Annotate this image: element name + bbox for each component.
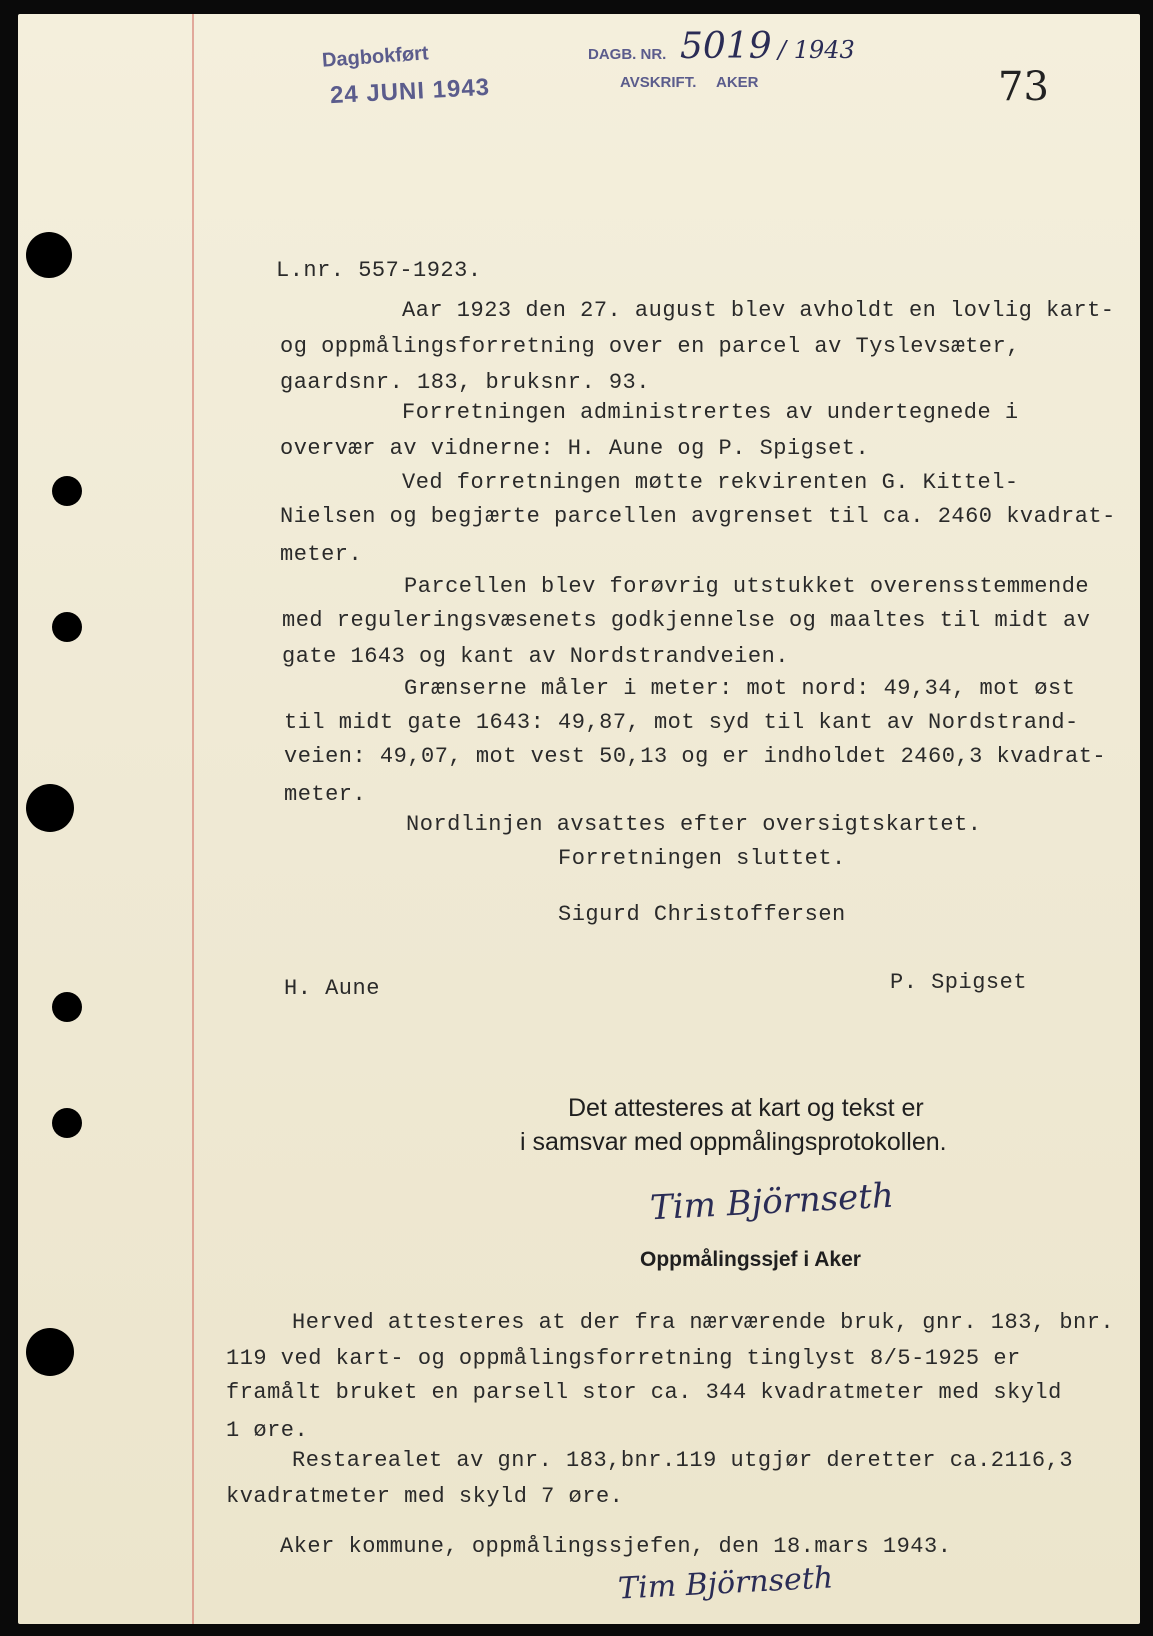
body-line: gate 1643 og kant av Nordstrandveien.: [282, 644, 789, 669]
body-line: Forretningen sluttet.: [558, 846, 846, 871]
punch-hole: [52, 476, 82, 506]
page-number: 73: [998, 64, 1049, 110]
dagb-year: / 1943: [778, 36, 855, 64]
avskrift-place: AKER: [716, 74, 759, 91]
lnr-line: L.nr. 557-1923.: [276, 258, 482, 283]
attestation-line1: Det attesteres at kart og tekst er: [568, 1094, 924, 1122]
dagb-label: DAGB. NR.: [588, 46, 667, 63]
footer-signature: Tim Björnseth: [617, 1560, 834, 1607]
footer-line: 1 øre.: [226, 1418, 309, 1443]
attestation-signature: Tim Björnseth: [649, 1175, 895, 1229]
stamp-date: 24 JUNI 1943: [329, 73, 491, 110]
body-line: med reguleringsvæsenets godkjennelse og maaltes til midt av: [282, 608, 1091, 633]
body-line: og oppmålingsforretning over en parcel av Tyslevsæter,: [280, 334, 1020, 359]
body-line: veien: 49,07, mot vest 50,13 og er indholdet 2460,3 kvadrat-: [284, 744, 1107, 769]
attestation-title: Oppmålingssjef i Aker: [640, 1248, 861, 1271]
witness-spigset: P. Spigset: [890, 970, 1028, 995]
punch-hole: [26, 1328, 74, 1376]
witness-aune: H. Aune: [284, 976, 380, 1001]
body-line: Nielsen og begjærte parcellen avgrenset til ca. 2460 kvadrat-: [280, 504, 1116, 529]
body-line: Aar 1923 den 27. august blev avholdt en lovlig kart-: [402, 298, 1115, 323]
punch-hole: [26, 784, 74, 832]
body-line: Parcellen blev forøvrig utstukket overensstemmende: [404, 574, 1090, 599]
footer-date-line: Aker kommune, oppmålingssjefen, den 18.mars 1943.: [280, 1534, 952, 1559]
punch-hole: [52, 612, 82, 642]
body-line: gaardsnr. 183, bruksnr. 93.: [280, 370, 650, 395]
body-line: Forretningen administrertes av undertegnede i: [402, 400, 1019, 425]
body-line: overvær av vidnerne: H. Aune og P. Spigset.: [280, 436, 870, 461]
body-line: Nordlinjen avsattes efter oversigtskartet.: [406, 812, 982, 837]
punch-hole: [52, 992, 82, 1022]
body-line: Ved forretningen møtte rekvirenten G. Kittel-: [402, 470, 1019, 495]
margin-rule: [192, 14, 194, 1624]
dagb-number: 5019: [680, 26, 772, 67]
punch-hole: [52, 1108, 82, 1138]
footer-line: Herved attesteres at der fra nærværende bruk, gnr. 183, bnr.: [292, 1310, 1115, 1335]
signatory-name: Sigurd Christoffersen: [558, 902, 846, 927]
body-line: Grænserne måler i meter: mot nord: 49,34, mot øst: [404, 676, 1076, 701]
footer-line: framålt bruket en parsell stor ca. 344 kvadratmeter med skyld: [226, 1380, 1062, 1405]
footer-line: 119 ved kart- og oppmålingsforretning tinglyst 8/5-1925 er: [226, 1346, 1021, 1371]
dagbokfort-stamp: Dagbokført: [321, 42, 430, 72]
body-line: meter.: [280, 542, 363, 567]
footer-line: Restarealet av gnr. 183,bnr.119 utgjør deretter ca.2116,3: [292, 1448, 1074, 1473]
footer-line: kvadratmeter med skyld 7 øre.: [226, 1484, 624, 1509]
body-line: meter.: [284, 782, 367, 807]
avskrift-label: AVSKRIFT.: [620, 74, 697, 91]
body-line: til midt gate 1643: 49,87, mot syd til kant av Nordstrand-: [284, 710, 1079, 735]
punch-hole: [26, 232, 72, 278]
attestation-line2: i samsvar med oppmålingsprotokollen.: [520, 1128, 947, 1156]
